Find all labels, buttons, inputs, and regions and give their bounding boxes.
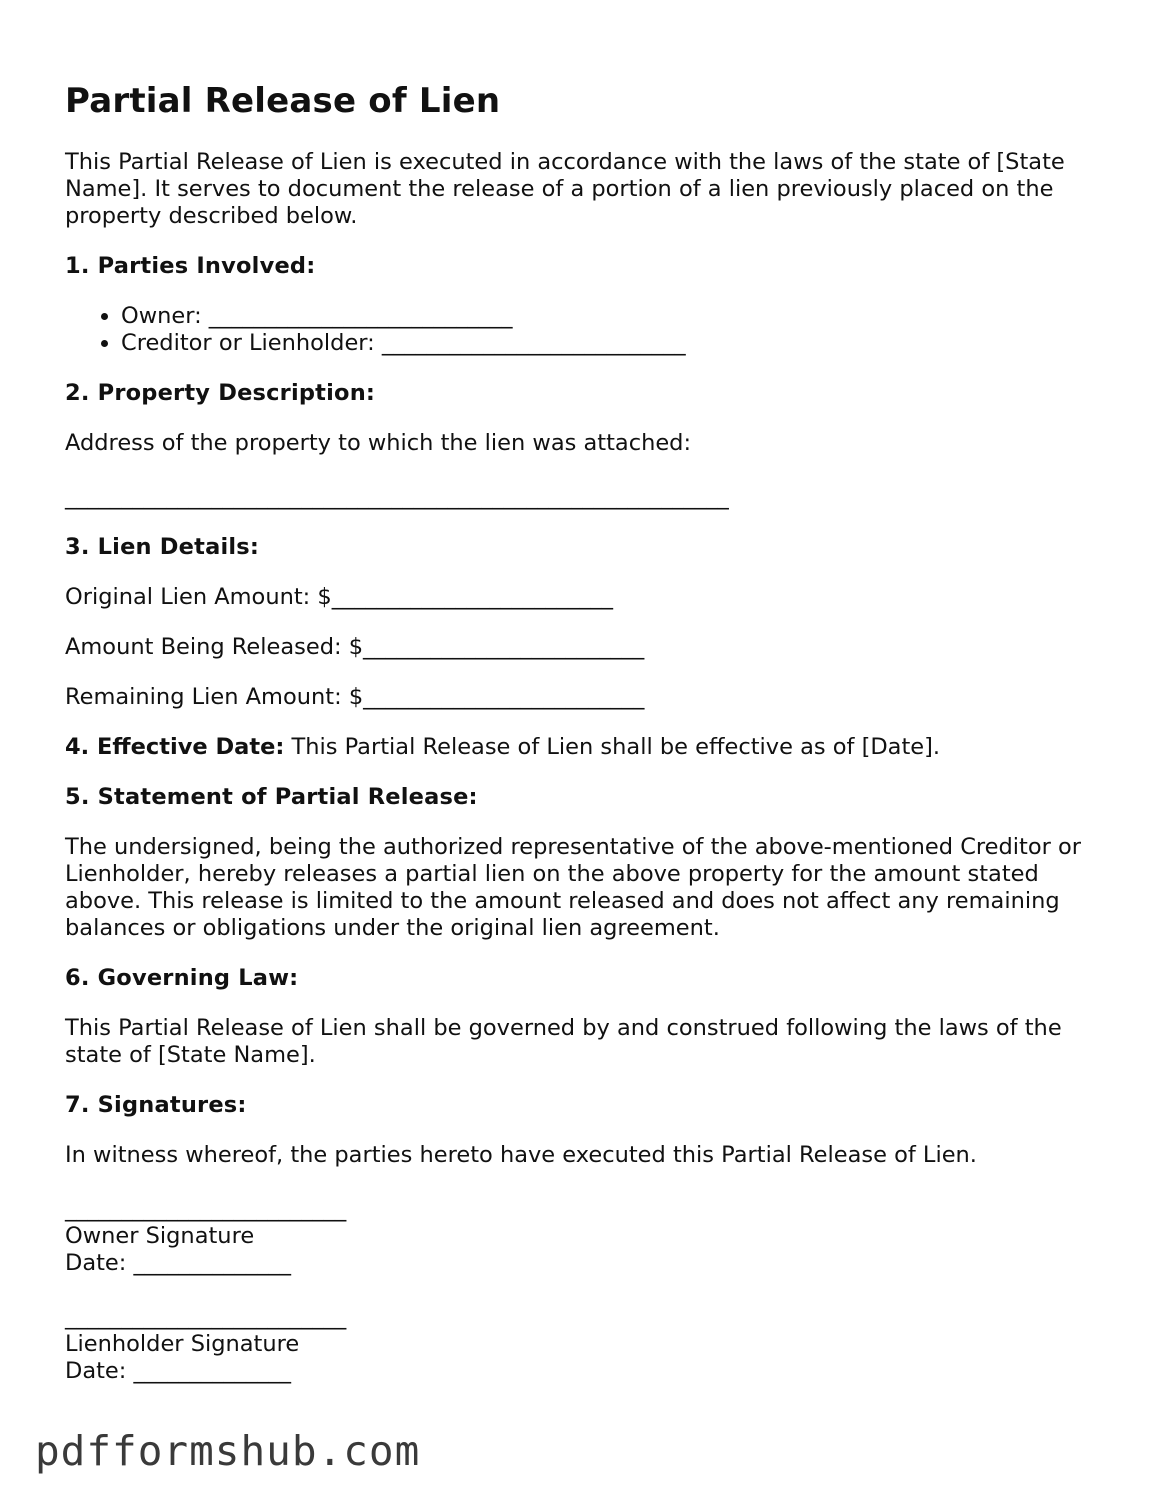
- original-lien-amount: Original Lien Amount: $_________________________: [65, 584, 613, 610]
- section-heading-parties: 1. Parties Involved:: [65, 253, 316, 279]
- section-heading-statement: 5. Statement of Partial Release:: [65, 784, 478, 810]
- lienholder-date-field: Date: ______________: [65, 1358, 292, 1384]
- owner-date-field: Date: ______________: [65, 1250, 292, 1276]
- lienholder-signature-label: Lienholder Signature: [65, 1331, 300, 1357]
- effective-date-paragraph: [65, 734, 1115, 761]
- section-heading-lien-details: 3. Lien Details:: [65, 534, 260, 560]
- section-heading-governing-law: 6. Governing Law:: [65, 965, 299, 991]
- property-address-blank: ___________________________________________________________: [65, 484, 729, 510]
- section-heading-property: 2. Property Description:: [65, 380, 376, 406]
- intro-paragraph: This Partial Release of Lien is executed in accordance with the laws of the state of [State Name]. It serves to document the release of a portion of a lien previously placed on the property described below.: [65, 149, 1065, 229]
- document-title: Partial Release of Lien: [65, 81, 501, 121]
- parties-list: [65, 303, 1115, 357]
- property-text: Address of the property to which the lien was attached:: [65, 430, 692, 456]
- owner-signature-block: [65, 1196, 1115, 1277]
- lienholder-signature-line: _________________________: [65, 1304, 347, 1330]
- signatures-text: In witness whereof, the parties hereto have executed this Partial Release of Lien.: [65, 1142, 977, 1168]
- section-heading-signatures: 7. Signatures:: [65, 1092, 247, 1118]
- statement-text: The undersigned, being the authorized representative of the above-mentioned Creditor or Lienholder, hereby releases a partial lien on the above property for the amount stated above. This release is limited to the amount released and does not affect any remaining balances or obligations under the original lien agreement.: [65, 834, 1082, 941]
- effective-date-text: This Partial Release of Lien shall be effective as of [Date].: [291, 734, 941, 760]
- owner-signature-label: Owner Signature: [65, 1223, 255, 1249]
- list-item-creditor: • Creditor or Lienholder: ___________________________: [121, 330, 1115, 357]
- owner-signature-line: _________________________: [65, 1196, 347, 1222]
- section-heading-effective-date: 4. Effective Date:: [65, 734, 285, 760]
- governing-law-text: This Partial Release of Lien shall be governed by and construed following the laws of the state of [State Name].: [65, 1015, 1062, 1068]
- lienholder-signature-block: [65, 1304, 1115, 1385]
- document-page: [65, 78, 1115, 1385]
- watermark-text: pdfformshub.com: [35, 1427, 421, 1475]
- remaining-lien-amount: Remaining Lien Amount: $_________________________: [65, 684, 645, 710]
- amount-being-released: Amount Being Released: $_________________________: [65, 634, 645, 660]
- list-item-owner: • Owner: ___________________________: [121, 303, 1115, 330]
